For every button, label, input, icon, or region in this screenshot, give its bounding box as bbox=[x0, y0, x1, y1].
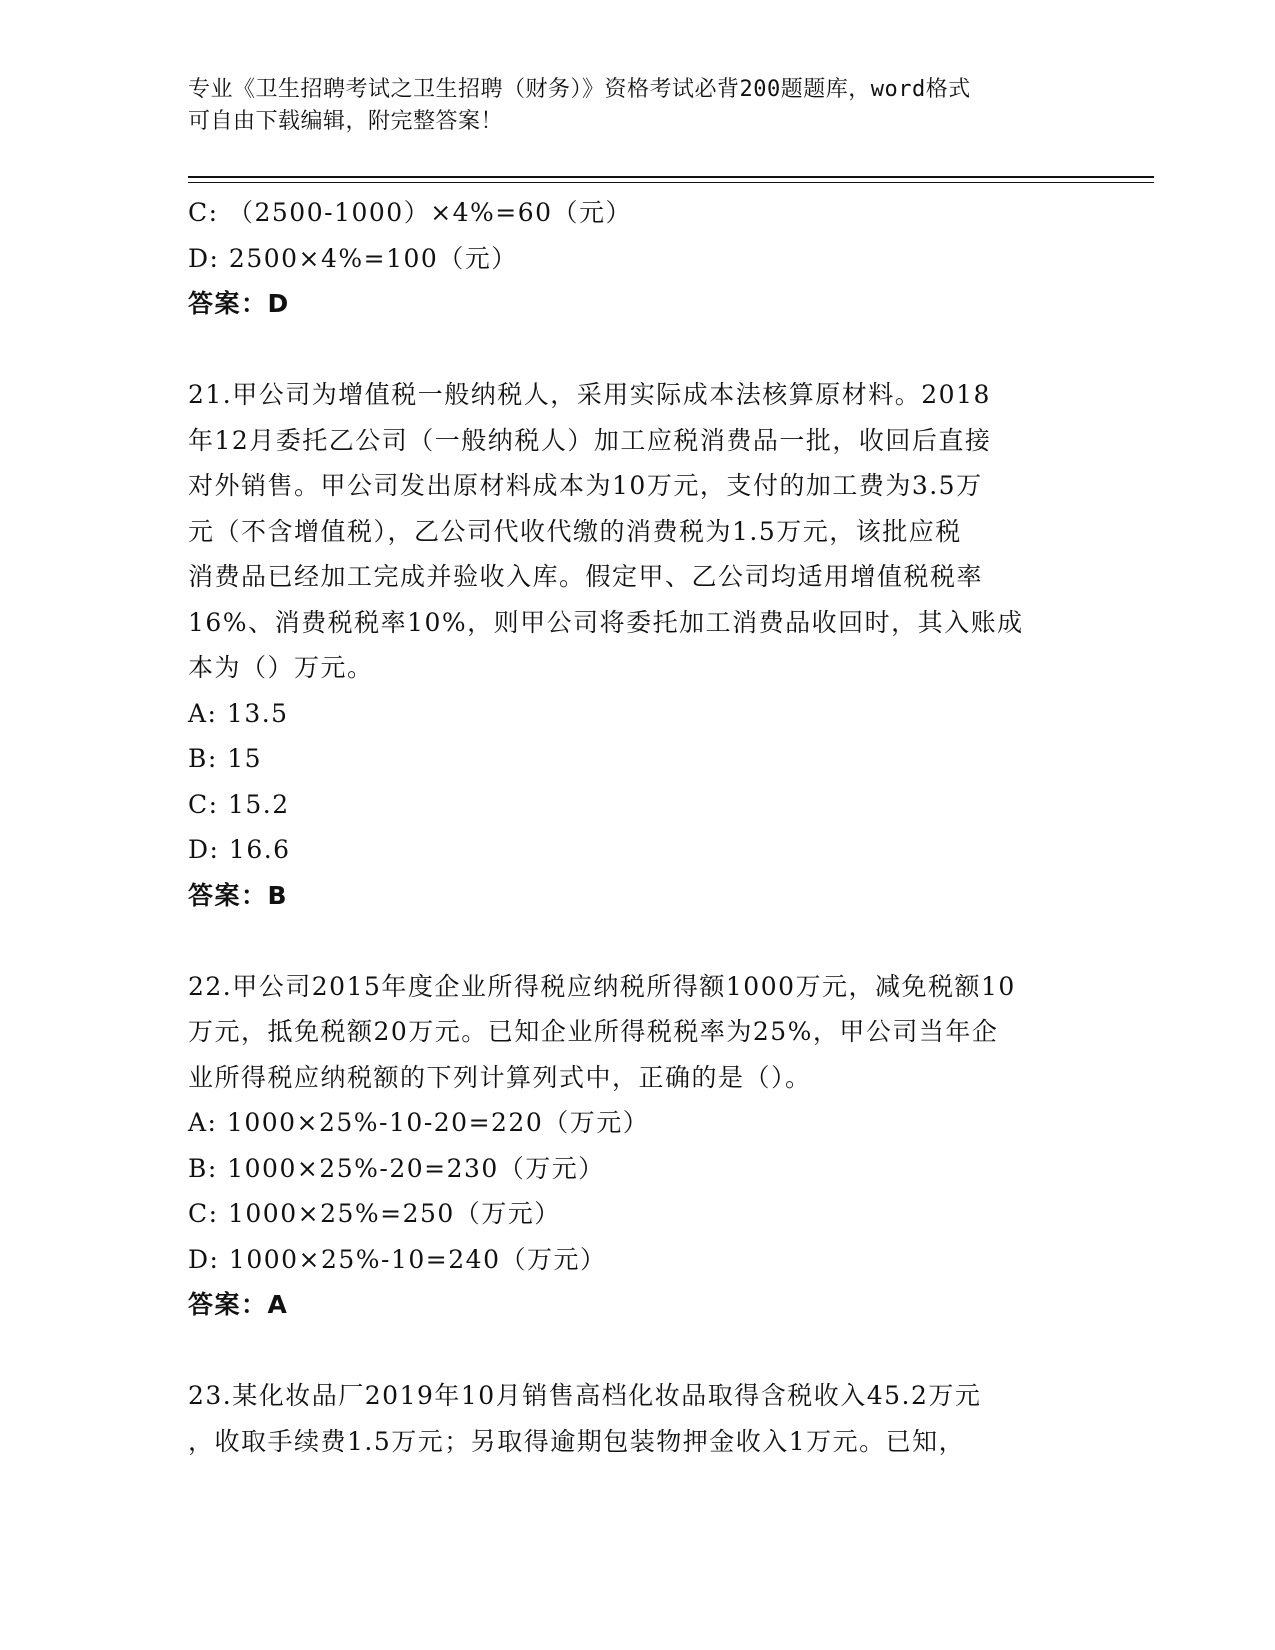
question-23-text-line: 23.某化妆品厂2019年10月销售高档化妆品取得含税收入45.2万元 bbox=[188, 1381, 982, 1410]
question-21-option-a: A: 13.5 bbox=[188, 698, 289, 728]
question-21-answer: 答案：B bbox=[188, 880, 289, 910]
header-rule-thick bbox=[188, 176, 1154, 178]
question-22-text-line: 业所得税应纳税额的下列计算列式中，正确的是（）。 bbox=[188, 1062, 812, 1092]
document-body bbox=[188, 190, 1088, 1464]
question-22 bbox=[188, 964, 1088, 1328]
document-header bbox=[188, 74, 1068, 138]
prev-answer: 答案：D bbox=[188, 289, 290, 318]
question-22-option-c: C: 1000×25%=250（万元） bbox=[188, 1199, 561, 1228]
spacer bbox=[188, 1328, 1088, 1374]
question-21 bbox=[188, 372, 1088, 918]
question-21-text-line: 对外销售。甲公司发出原材料成本为10万元，支付的加工费为3.5万 bbox=[188, 471, 983, 500]
header-title-line-2: 可自由下载编辑，附完整答案！ bbox=[188, 109, 504, 134]
spacer bbox=[188, 327, 1088, 373]
question-22-option-a: A: 1000×25%-10-20=220（万元） bbox=[188, 1108, 650, 1137]
question-23-text-line: ，收取手续费1.5万元；另取得逾期包装物押金收入1万元。已知， bbox=[188, 1426, 966, 1456]
question-22-text-line: 22.甲公司2015年度企业所得税应纳税所得额1000万元，减免税额10 bbox=[188, 971, 1016, 1001]
question-21-text-line: 21.甲公司为增值税一般纳税人，采用实际成本法核算原材料。2018 bbox=[188, 380, 991, 409]
prev-option-d: D: 2500×4%=100（元） bbox=[188, 243, 518, 273]
question-22-answer: 答案：A bbox=[188, 1290, 289, 1319]
question-21-text-line: 元（不含增值税），乙公司代收代缴的消费税为1.5万元，该批应税 bbox=[188, 516, 962, 546]
question-21-text-line: 消费品已经加工完成并验收入库。假定甲、乙公司均适用增值税税率 bbox=[188, 562, 984, 591]
question-21-option-d: D: 16.6 bbox=[188, 835, 291, 864]
question-22-option-b: B: 1000×25%-20=230（万元） bbox=[188, 1153, 605, 1183]
question-21-option-b: B: 15 bbox=[188, 744, 263, 773]
header-title-line-1: 专业《卫生招聘考试之卫生招聘（财务）》资格考试必背200题题库，word格式 bbox=[188, 77, 971, 102]
prev-option-c: C: （2500-1000）×4%=60（元） bbox=[188, 198, 633, 227]
spacer bbox=[188, 918, 1088, 964]
question-22-text-line: 万元，抵免税额20万元。已知企业所得税税率为25%，甲公司当年企 bbox=[188, 1017, 999, 1046]
question-21-text-line: 本为（）万元。 bbox=[188, 653, 374, 682]
question-23 bbox=[188, 1373, 1088, 1464]
question-22-option-d: D: 1000×25%-10=240（万元） bbox=[188, 1244, 607, 1274]
question-21-text-line: 16%、消费税税率10%，则甲公司将委托加工消费品收回时，其入账成 bbox=[188, 607, 1024, 637]
question-21-text-line: 年12月委托乙公司（一般纳税人）加工应税消费品一批，收回后直接 bbox=[188, 425, 992, 455]
header-rule-thin bbox=[188, 182, 1154, 183]
question-21-option-c: C: 15.2 bbox=[188, 789, 290, 819]
